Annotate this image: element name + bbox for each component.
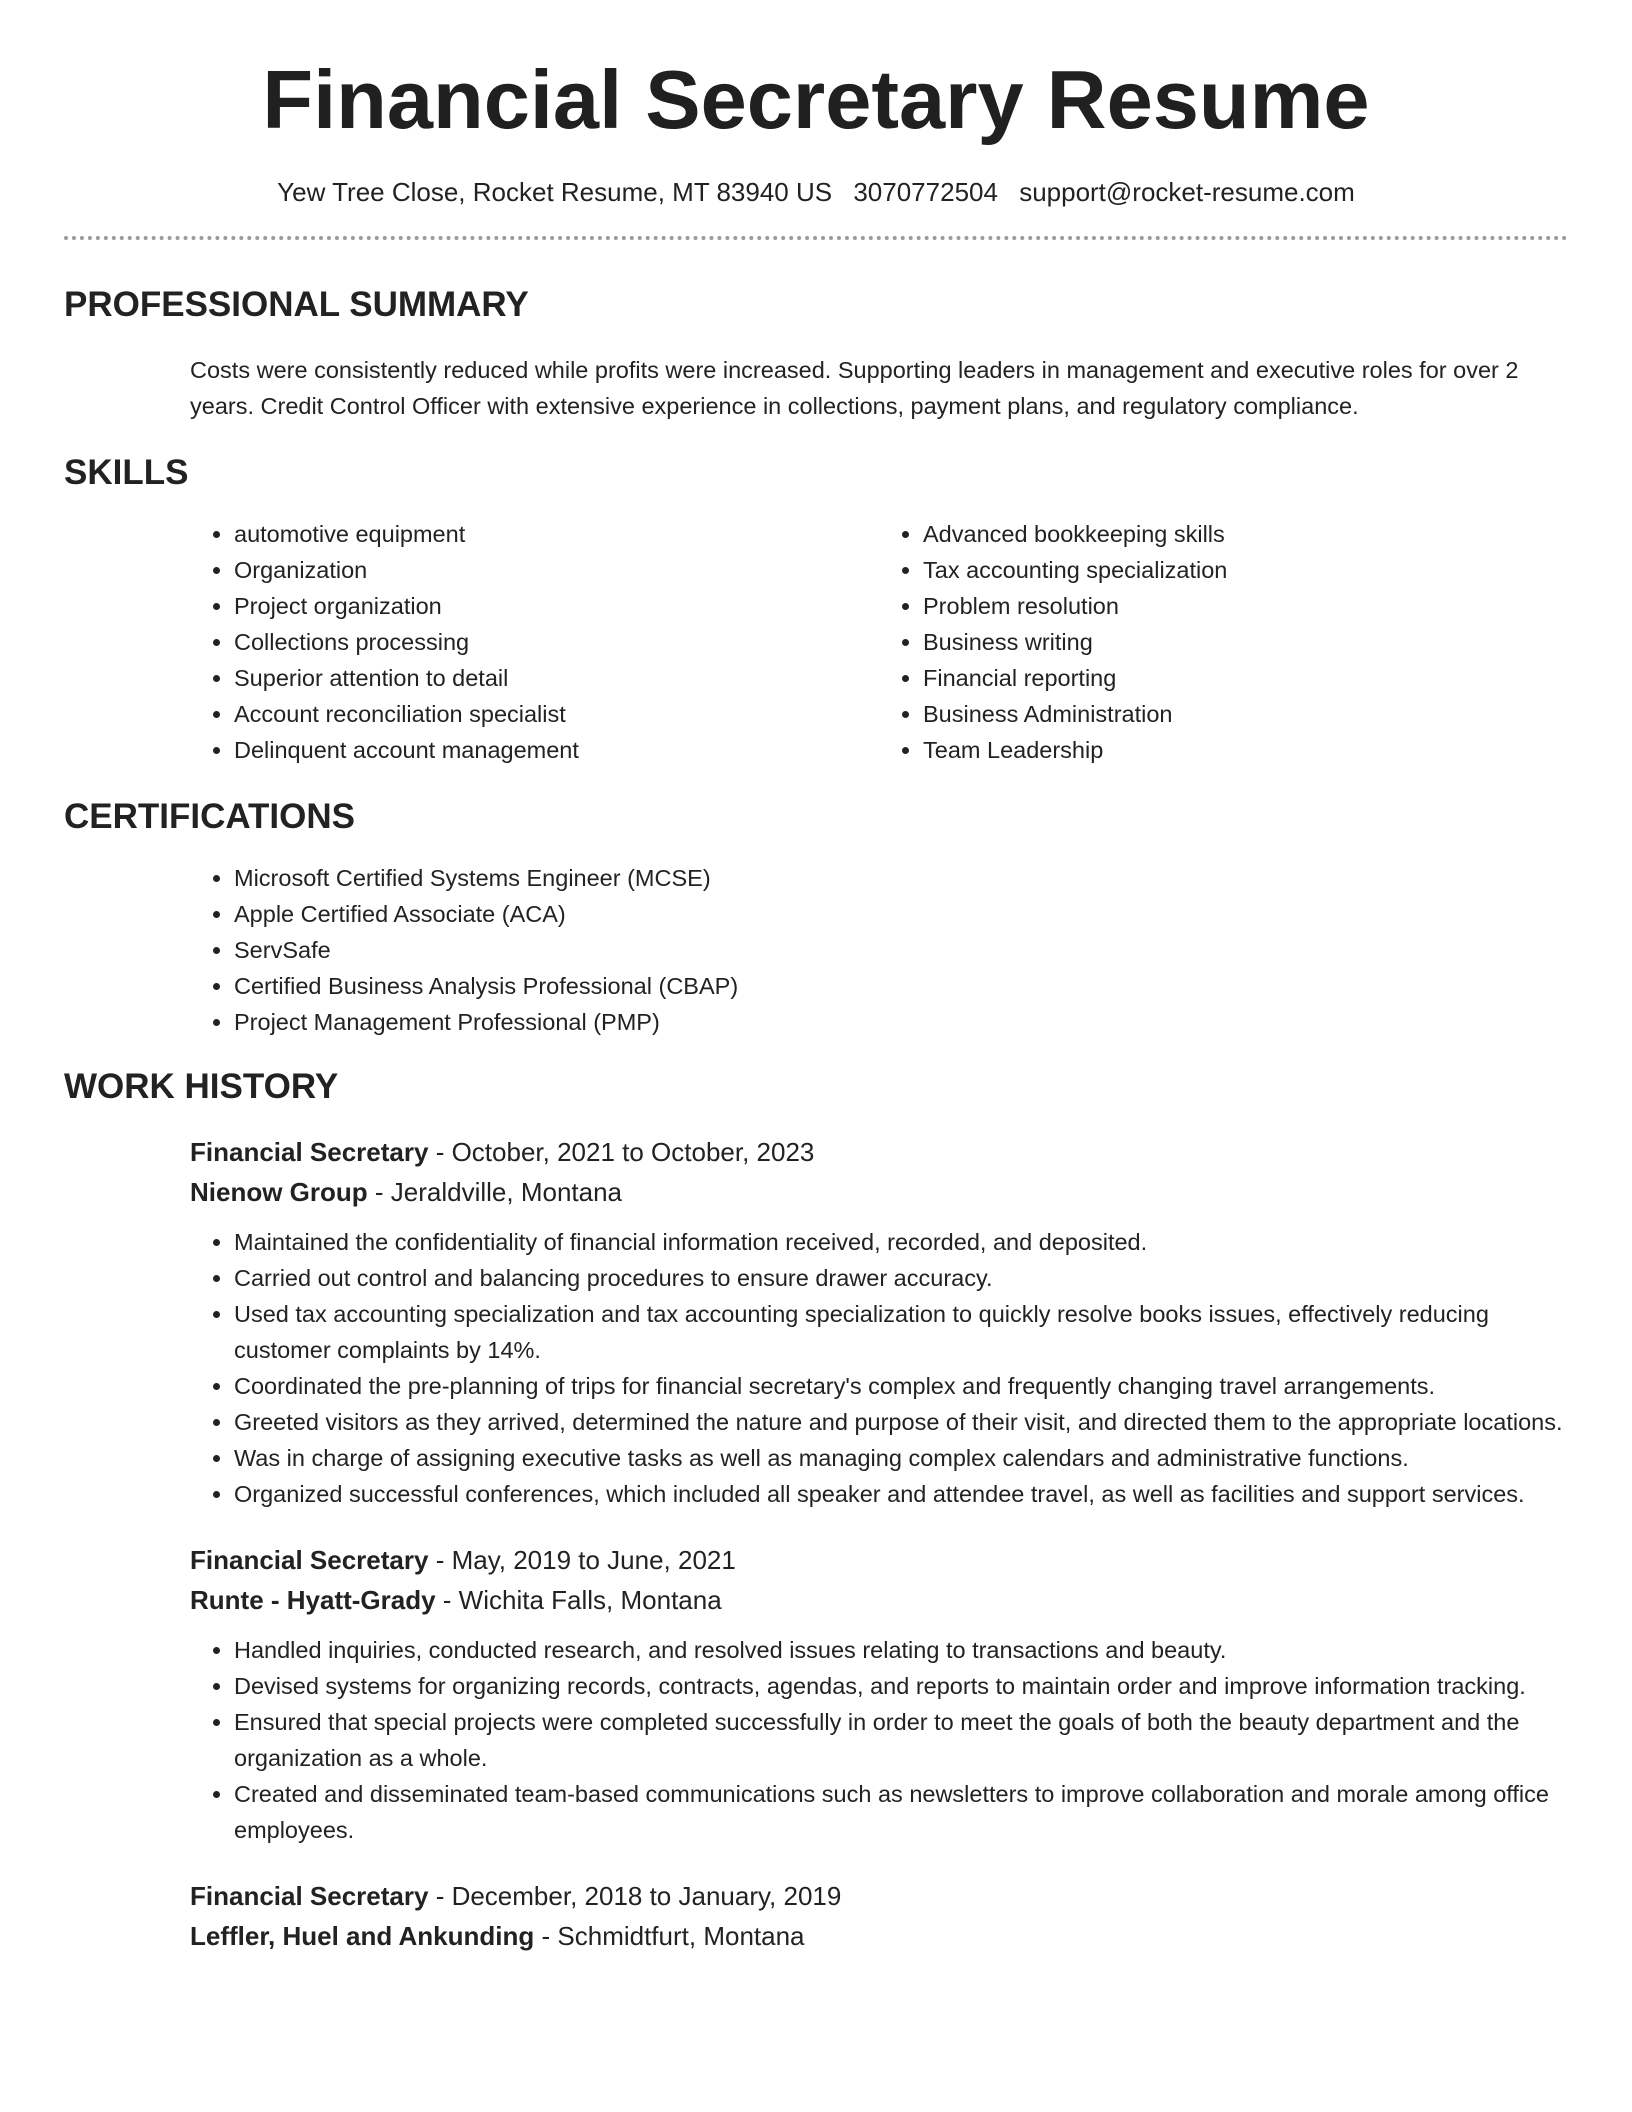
- duty-item: • Was in charge of assigning executive tasks as well as managing complex calendars and administrative functions.: [234, 1440, 1568, 1476]
- job-entry: [190, 1876, 1568, 1956]
- certification-item: • Apple Certified Associate (ACA): [234, 896, 1568, 932]
- job-role: Financial Secretary: [190, 1881, 429, 1912]
- work-history-heading: WORK HISTORY: [64, 1067, 339, 1107]
- certification-item: • ServSafe: [234, 932, 1568, 968]
- contact-email: support@rocket-resume.com: [1019, 177, 1355, 207]
- summary-text: Costs were consistently reduced while profits were increased. Supporting leaders in management and executive roles for over 2 years. Credit Control Officer with extensive experience in collections, payment plans, and regulatory compliance.: [190, 357, 1519, 420]
- duty-item: • Greeted visitors as they arrived, determined the nature and purpose of their visit, and directed them to the appropriate locations.: [234, 1404, 1568, 1440]
- duty-item: • Maintained the confidentiality of financial information received, recorded, and deposited.: [234, 1224, 1568, 1260]
- job-entry: [190, 1132, 1568, 1512]
- duty-item: • Carried out control and balancing procedures to ensure drawer accuracy.: [234, 1260, 1568, 1296]
- skill-item: • Financial reporting: [923, 660, 1568, 696]
- job-dates: - October, 2021 to October, 2023: [428, 1137, 815, 1168]
- job-entry: [190, 1540, 1568, 1848]
- skill-item: • automotive equipment: [234, 516, 879, 552]
- job-title-line: [190, 1132, 1568, 1172]
- contact-line: [64, 177, 1568, 208]
- skill-item: • Business Administration: [923, 696, 1568, 732]
- skill-item: • Project organization: [234, 588, 879, 624]
- skills-column-left: [190, 516, 879, 768]
- duty-item: • Used tax accounting specialization and tax accounting specialization to quickly resolve books issues, effectively reducing customer complaints by 14%.: [234, 1296, 1568, 1368]
- job-company-line: [190, 1172, 1568, 1212]
- skill-item: • Superior attention to detail: [234, 660, 879, 696]
- duty-item: • Ensured that special projects were completed successfully in order to meet the goals of both the beauty department and the organization as a whole.: [234, 1704, 1568, 1776]
- job-location: - Wichita Falls, Montana: [435, 1585, 722, 1616]
- skill-item: • Team Leadership: [923, 732, 1568, 768]
- duty-item: • Coordinated the pre-planning of trips for financial secretary's complex and frequently changing travel arrangements.: [234, 1368, 1568, 1404]
- job-company-line: [190, 1580, 1568, 1620]
- job-dates: - May, 2019 to June, 2021: [428, 1545, 736, 1576]
- job-company-line: [190, 1916, 1568, 1956]
- job-title-line: [190, 1876, 1568, 1916]
- job-location: - Schmidtfurt, Montana: [534, 1921, 805, 1952]
- skill-item: • Collections processing: [234, 624, 879, 660]
- certifications-heading: CERTIFICATIONS: [64, 797, 356, 837]
- job-role: Financial Secretary: [190, 1137, 429, 1168]
- job-company: Leffler, Huel and Ankunding: [190, 1921, 535, 1952]
- duty-item: • Created and disseminated team-based communications such as newsletters to improve collaboration and morale among office employees.: [234, 1776, 1568, 1848]
- duty-item: • Devised systems for organizing records, contracts, agendas, and reports to maintain order and improve information tracking.: [234, 1668, 1568, 1704]
- job-company: Runte - Hyatt-Grady: [190, 1585, 436, 1616]
- job-title-line: [190, 1540, 1568, 1580]
- duty-item: • Organized successful conferences, which included all speaker and attendee travel, as well as facilities and support services.: [234, 1476, 1568, 1512]
- skill-item: • Delinquent account management: [234, 732, 879, 768]
- job-role: Financial Secretary: [190, 1545, 429, 1576]
- job-company: Nienow Group: [190, 1177, 368, 1208]
- skill-item: • Problem resolution: [923, 588, 1568, 624]
- job-duties: [190, 1224, 1568, 1512]
- job-dates: - December, 2018 to January, 2019: [428, 1881, 842, 1912]
- certifications-list: [190, 860, 1568, 1040]
- contact-address: Yew Tree Close, Rocket Resume, MT 83940 US: [277, 177, 833, 207]
- skill-item: • Advanced bookkeeping skills: [923, 516, 1568, 552]
- skills-column-right: [879, 516, 1568, 768]
- certification-item: • Microsoft Certified Systems Engineer (MCSE): [234, 860, 1568, 896]
- skill-item: • Account reconciliation specialist: [234, 696, 879, 732]
- skill-item: • Organization: [234, 552, 879, 588]
- certification-item: • Project Management Professional (PMP): [234, 1004, 1568, 1040]
- skills-heading: SKILLS: [64, 453, 189, 493]
- certification-item: • Certified Business Analysis Professional (CBAP): [234, 968, 1568, 1004]
- summary-heading: PROFESSIONAL SUMMARY: [64, 285, 529, 325]
- resume-title: Financial Secretary Resume: [262, 53, 1370, 146]
- skill-item: • Tax accounting specialization: [923, 552, 1568, 588]
- skill-item: • Business writing: [923, 624, 1568, 660]
- job-duties: [190, 1632, 1568, 1848]
- duty-item: • Handled inquiries, conducted research, and resolved issues relating to transactions and beauty.: [234, 1632, 1568, 1668]
- job-location: - Jeraldville, Montana: [367, 1177, 623, 1208]
- header-divider: [64, 236, 1568, 240]
- skills-list: [190, 516, 1568, 768]
- contact-phone: 3070772504: [853, 177, 998, 207]
